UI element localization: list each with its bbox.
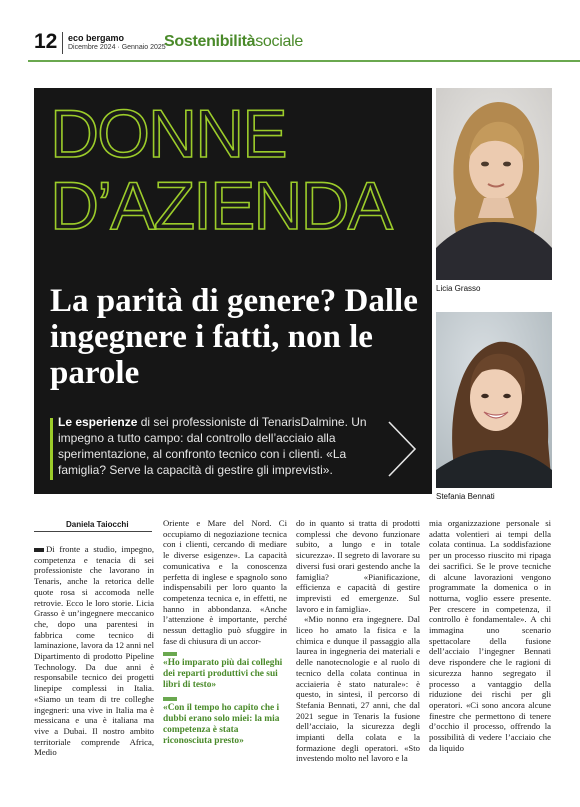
pull-quote-1-text: «Ho imparato più dai colleghi dei reparti produttivi che sui libri di testo» <box>163 658 283 691</box>
section-title-a: Sostenibilità <box>164 33 256 50</box>
hero-title-line1: DONNE <box>50 96 286 172</box>
pull-quote-1 <box>163 652 287 691</box>
column-2-paragraph: Oriente e Mare del Nord. Ci occupiamo di negoziazione tecnica con i clienti, cercando di mediare le diverse esigenze». La capacità comunicativa e la conoscenza perfetta di inglese e spagnolo sono indispensabili per loro quanto la competenza tecnica e, in effetti, ne hanno in abbondanza. «Anche l’attenzione è importante, perché nessun dettaglio può sfuggire in fase di chiusura di un accor- <box>163 518 287 646</box>
pull-quote-2 <box>163 697 287 747</box>
section-title-b: sociale <box>255 33 303 50</box>
column-1-text: Di fronte a studio, impegno, competenza e tenacia di sei professioniste che lavorano in Tenaris, anche la retorica delle quote rosa si accomoda nelle retrovie. Ecco le loro storie. Licia Grasso è un’ingegnere meccanico che, dopo una parentesi in fabbrica come tecnico di laminazione, lavora da 12 anni nel Dipartimento di prodotto Pipeline Technology. Da due anni è responsabile tecnico dei progetti linepipe complessi in Italia. «Siamo un team di tre colleghe ingegneri: una vive in Italia ma è messicana e una è italiana ma vive a Dubai. Il nostro ambito territoriale comprende Africa, Medio <box>34 544 154 758</box>
hero-subtitle: La parità di genere? Dalle ingegnere i fatti, non le parole <box>50 283 418 391</box>
article-column-3 <box>296 518 420 764</box>
issue-date: Dicembre 2024 · Gennaio 2025 <box>68 44 166 51</box>
arrow-right-icon <box>385 420 419 478</box>
section-title <box>164 33 303 51</box>
byline: Daniela Taiocchi <box>66 520 129 529</box>
column-4-paragraph: mia organizzazione personale si adatta volentieri ai tempi della colata continua. La soddisfazione per un processo riuscito mi ripaga dei sacrifici. Se le prove tecniche di alcune lavorazioni vengono programmate la domenica o in notturna, voglio essere presente. Per crescere in competenza, il controllo è fondamentale». A chi immagina uno scenario spettacolare della fusione dell’acciaio l’ingegner Bennati deve rispondere che le ragioni di sicurezza hanno segregato il processo a vantaggio della riduzione dei rischi per gli operatori. «Ci sono ancora alcune finestre che permettono di tenere d’occhio il processo, offrendo la possibilità di vedere l’acciaio che da liquido <box>429 518 551 753</box>
byline-rule <box>34 531 152 532</box>
summary-text: di sei professioniste di TenarisDalmine. Un impegno a tutto campo: dal controllo dell’acciaio alla sperimentazione, al confronto tecnico con i clienti. «La famiglia? Serve la capacità di gestire gli imprevisti». <box>58 415 367 477</box>
article-column-1 <box>34 544 154 758</box>
photo-caption-2: Stefania Bennati <box>436 492 495 501</box>
quote-marker <box>163 697 177 701</box>
portrait-photo-1 <box>436 88 552 280</box>
header-divider <box>62 32 63 54</box>
photo-caption-1: Licia Grasso <box>436 284 481 293</box>
article-column-4 <box>429 518 551 753</box>
page-number: 12 <box>34 30 58 53</box>
quote-marker <box>163 652 177 656</box>
brand-name: eco bergamo <box>68 33 125 43</box>
hero-summary <box>58 414 378 478</box>
paragraph-marker <box>34 548 44 552</box>
article-column-2 <box>163 518 287 751</box>
column-3-paragraph-2: «Mio nonno era ingegnere. Dal liceo ho amato la fisica e la chimica e dunque il passaggio alla laurea in ingegneria dei materiali e delle nanotecnologie e al ruolo di tecnico della colata continua in acciaieria è stato naturale»: è questo, in sintesi, il percorso di Stefania Bennati, 27 anni, che dal 2021 segue in Tenaris la fusione dell’acciaio, la sicurezza degli impianti della colata e la formazione degli operatori. «Sto investendo molto nel lavoro e la <box>296 614 420 764</box>
column-3-paragraph-1: do in quanto si tratta di prodotti complessi che devono funzionare subito, a lungo e in totale sicurezza». Il segreto di lavorare su diversi fusi orari gestendo anche la famiglia? «Pianificazione, efficienza e capacità di gestire imprevisti ed emergenze. Sul lavoro e in famiglia». <box>296 518 420 614</box>
hero-title-line2: D’AZIENDA <box>50 168 391 244</box>
portrait-photo-2 <box>436 312 552 488</box>
pull-quote-2-text: «Con il tempo ho capito che i dubbi erano solo miei: la mia competenza è stata riconosciuta presto» <box>163 703 280 747</box>
header-rule <box>28 60 580 62</box>
summary-accent-bar <box>50 418 53 480</box>
summary-lead: Le esperienze <box>58 415 138 429</box>
